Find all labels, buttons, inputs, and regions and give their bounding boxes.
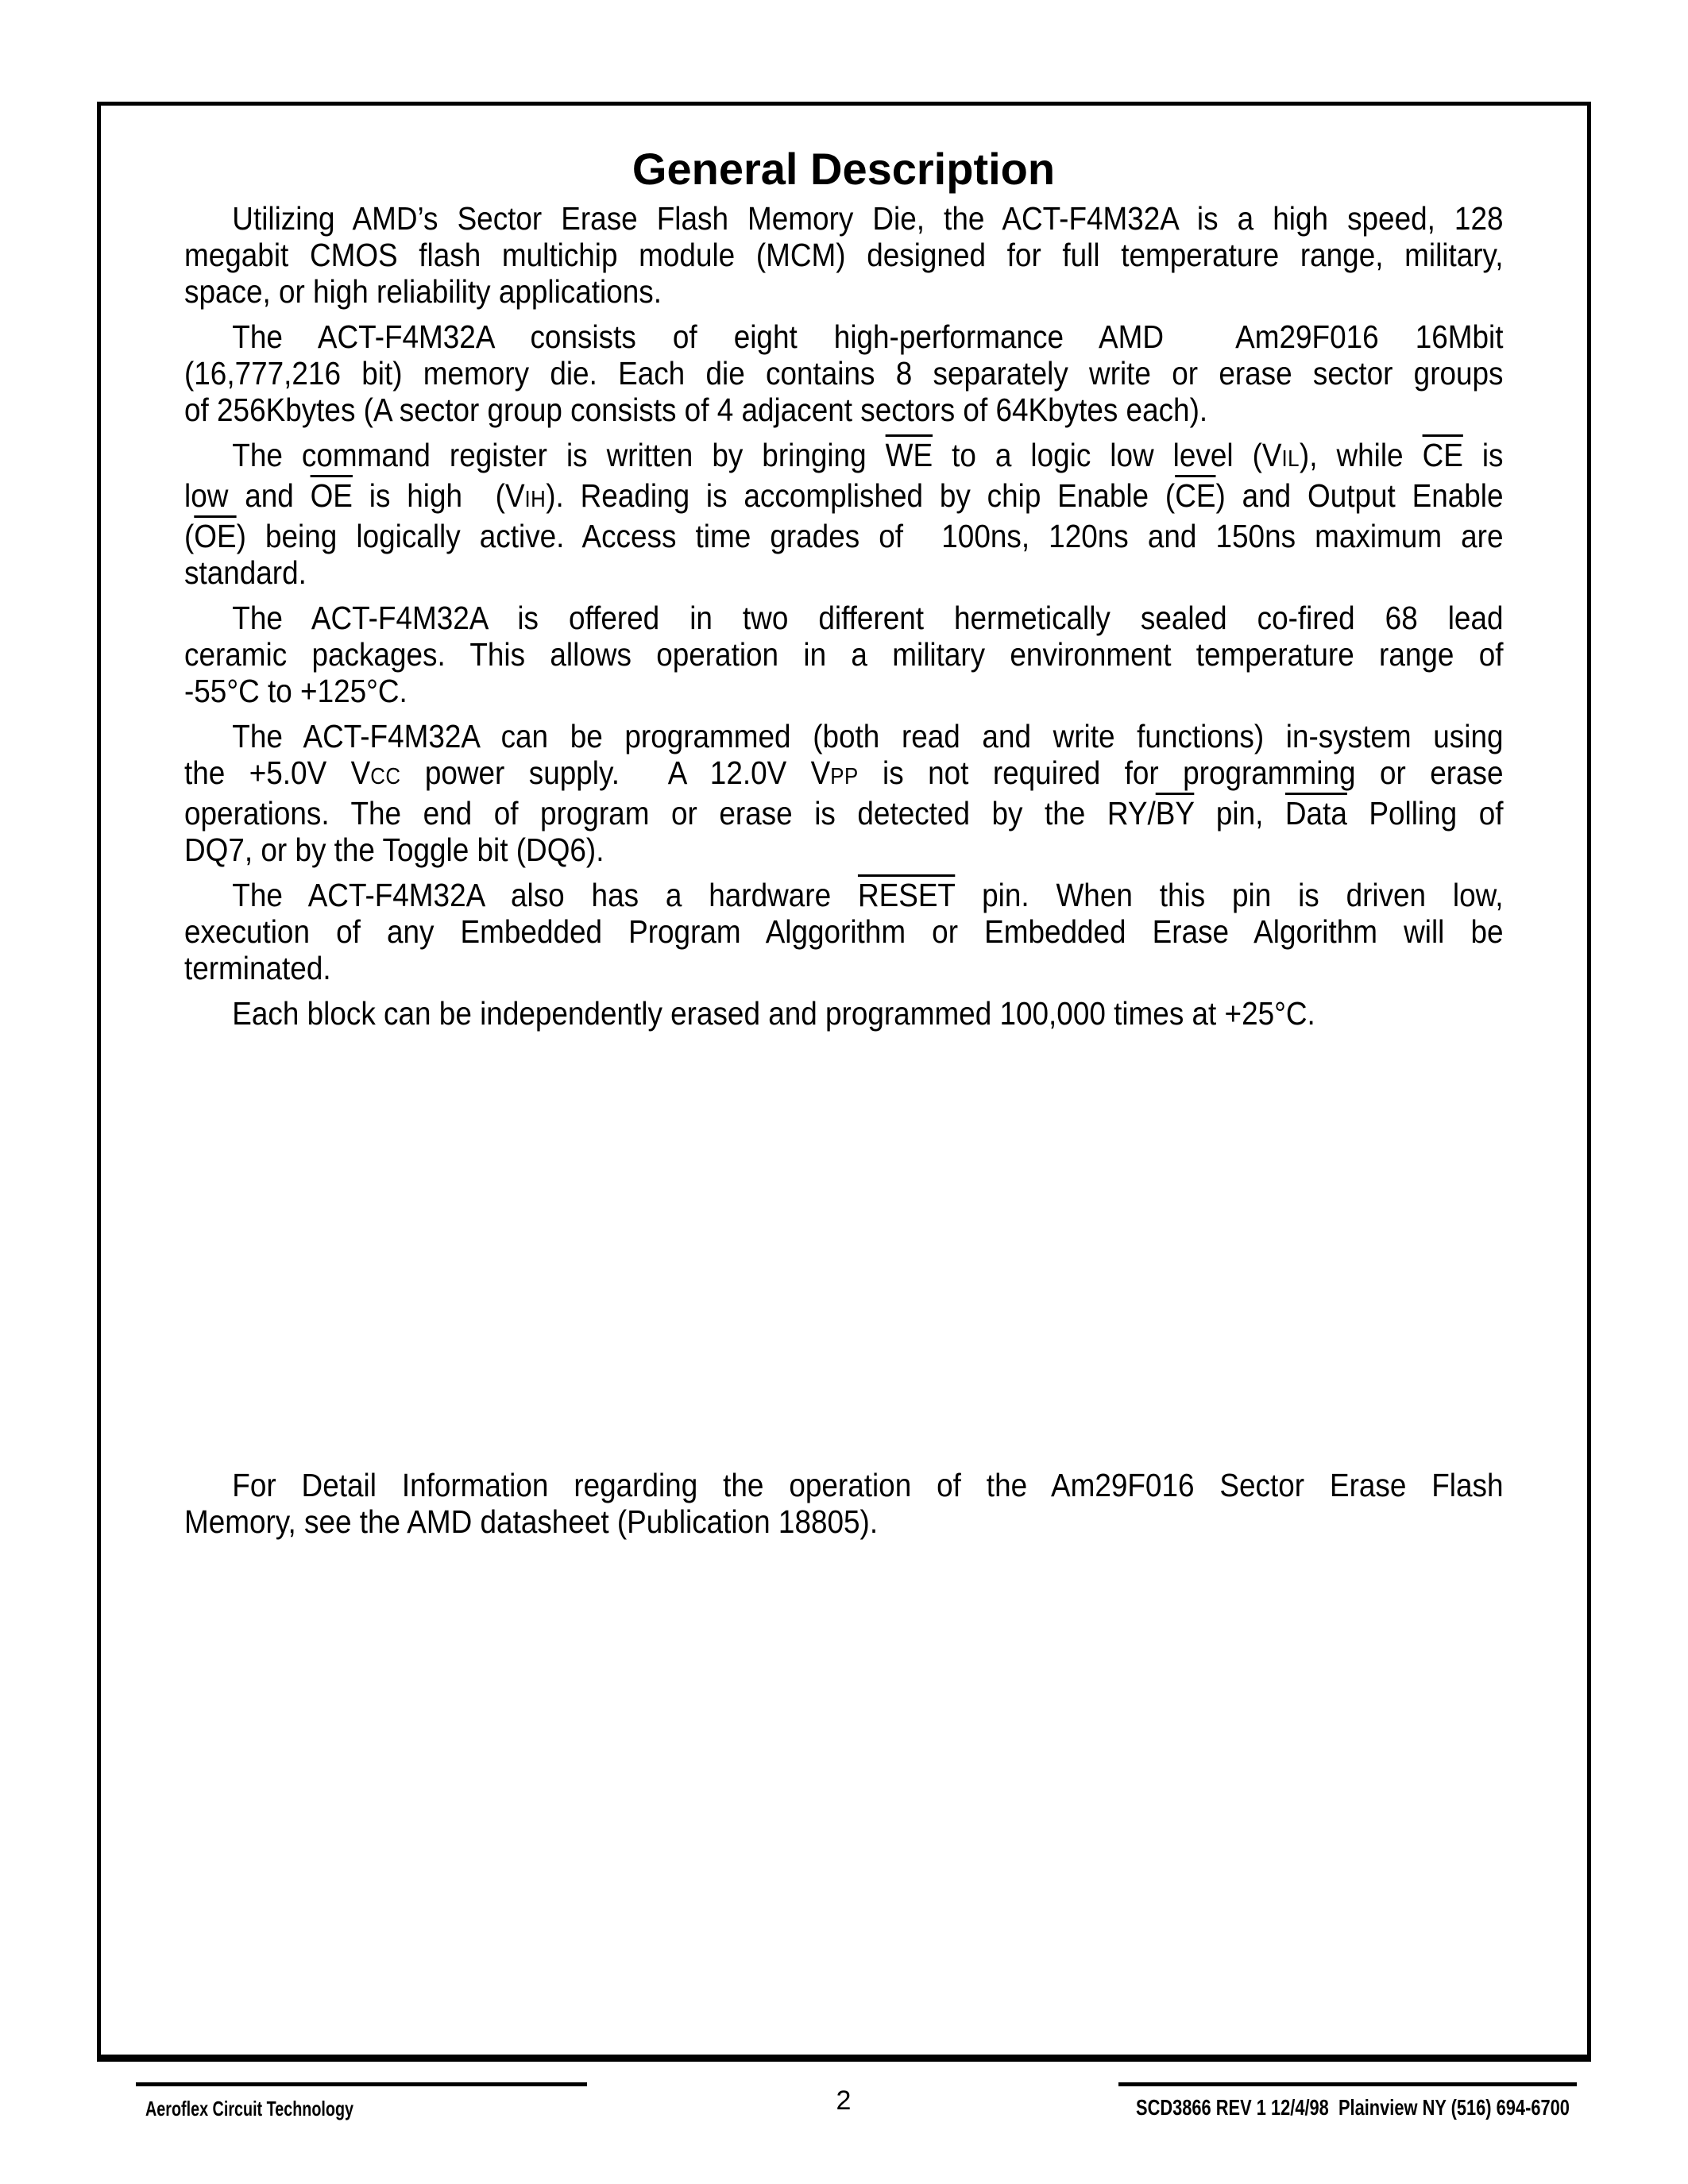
- text-line: [184, 437, 1504, 477]
- text-segment: of 256Kbytes (A sector group consists of 4 adjacent sectors of 64Kbytes each).: [184, 392, 1208, 428]
- text-segment: execution of any Embedded Program Alggorithm or Embedded Erase Algorithm will be: [184, 913, 1504, 950]
- text-line: [184, 318, 1504, 355]
- body-paragraph-3: [184, 437, 1504, 591]
- text-segment: ). Reading is accomplished by chip Enable (: [546, 477, 1176, 514]
- text-segment: to a logic low level (V: [933, 437, 1282, 473]
- overbar-signal-name: $\overline{OE}$: [194, 518, 237, 554]
- text-line: [184, 795, 1504, 832]
- text-line: [184, 392, 1504, 428]
- body-paragraph-2: [184, 318, 1504, 428]
- text-segment: ceramic packages. This allows operation in a military environment temperature range of: [184, 636, 1504, 673]
- overbar-signal-name: $\overline{OE}$: [310, 477, 353, 514]
- text-segment: Each block can be independently erased and programmed 100,000 times at +25°C.: [232, 995, 1315, 1032]
- text-segment: The ACT-F4M32A can be programmed (both read and write functions) in-system using: [232, 718, 1504, 754]
- text-line: [184, 754, 1504, 795]
- text-segment: is not required for programming or erase: [858, 754, 1504, 791]
- text-segment: For Detail Information regarding the operation of the Am29F016 Sector Erase Flash: [232, 1467, 1504, 1503]
- text-line: [184, 1467, 1504, 1503]
- text-segment: The ACT-F4M32A also has a hardware: [232, 877, 858, 913]
- overbar-signal-name: RESET: [857, 877, 956, 913]
- footer-left-rule: [136, 2082, 587, 2086]
- text-line: [184, 477, 1504, 518]
- overbar-signal-name: $\overline{WE}$: [885, 437, 933, 473]
- text-line: [184, 673, 1504, 709]
- text-segment: The command register is written by bringing: [232, 437, 886, 473]
- footer-company: Aeroflex Circuit Technology: [145, 2097, 354, 2120]
- body-paragraph-5: [184, 718, 1504, 868]
- text-segment: space, or high reliability applications.: [184, 273, 662, 310]
- text-segment: pin,: [1194, 795, 1285, 832]
- text-line: [184, 718, 1504, 754]
- text-line: [184, 518, 1504, 554]
- overbar-signal-name: $\overline{CE}$: [1422, 437, 1463, 473]
- text-line: [184, 995, 1504, 1032]
- overbar-signal-name: $\overline{CE}$: [1175, 477, 1216, 514]
- text-line: [184, 950, 1504, 986]
- text-line: [184, 554, 1504, 591]
- text-segment: ), while: [1299, 437, 1423, 473]
- body-paragraph-4: [184, 600, 1504, 709]
- text-line: [184, 600, 1504, 636]
- text-segment: power supply. A 12.0V V: [400, 754, 831, 791]
- overbar-signal-name: Data: [1284, 795, 1347, 832]
- text-line: [184, 237, 1504, 273]
- text-line: [184, 832, 1504, 868]
- body-paragraph-1: [184, 200, 1504, 310]
- text-segment: Polling of: [1346, 795, 1504, 832]
- text-segment: megabit CMOS flash multichip module (MCM) designed for full temperature range, military,: [184, 237, 1504, 273]
- text-segment: ) and Output Enable: [1215, 477, 1504, 514]
- text-segment: the +5.0V V: [184, 754, 371, 791]
- text-segment: ) being logically active. Access time grades of 100ns, 120ns and 150ns maximum are: [236, 518, 1504, 554]
- text-segment: operations. The end of program or erase is detected by the RY/: [184, 795, 1156, 832]
- text-segment: -55°C to +125°C.: [184, 673, 408, 709]
- body-paragraph-8: [184, 1467, 1504, 1540]
- body-text: [184, 200, 1504, 1549]
- page-title: General Description: [632, 144, 1056, 194]
- text-line: [184, 913, 1504, 950]
- text-segment: The ACT-F4M32A consists of eight high-performance AMD Am29F016 16Mbit: [232, 318, 1504, 355]
- overbar-signal-name: $\overline{BY}$: [1155, 795, 1195, 832]
- text-segment: standard.: [184, 554, 307, 591]
- text-segment: (: [184, 518, 195, 554]
- text-line: [184, 636, 1504, 673]
- text-line: [184, 355, 1504, 392]
- subscript-text: PP: [830, 764, 859, 789]
- text-segment: terminated.: [184, 950, 331, 986]
- text-segment: Utilizing AMD’s Sector Erase Flash Memory Die, the ACT-F4M32A is a high speed, 128: [232, 200, 1504, 237]
- subscript-text: IL: [1281, 446, 1300, 472]
- text-segment: The ACT-F4M32A is offered in two different hermetically sealed co-fired 68 lead: [232, 600, 1504, 636]
- text-line: [184, 200, 1504, 237]
- footer-page-number: 2: [836, 2086, 852, 2116]
- text-segment: DQ7, or by the Toggle bit (DQ6).: [184, 832, 605, 868]
- text-line: [184, 1503, 1504, 1540]
- text-segment: pin. When this pin is driven low,: [955, 877, 1504, 913]
- footer-right-rule: [1118, 2082, 1577, 2086]
- subscript-text: CC: [370, 764, 401, 789]
- text-line: [184, 877, 1504, 913]
- text-line: [184, 273, 1504, 310]
- footer-doc-info: SCD3866 REV 1 12/4/98 Plainview NY (516) 694-6700: [1136, 2095, 1570, 2120]
- body-paragraph-6: [184, 877, 1504, 986]
- text-segment: low and: [184, 477, 311, 514]
- text-segment: is high (V: [352, 477, 525, 514]
- text-segment: Memory, see the AMD datasheet (Publication 18805).: [184, 1503, 879, 1540]
- body-paragraph-7: [184, 995, 1504, 1032]
- text-segment: (16,777,216 bit) memory die. Each die contains 8 separately write or erase sector groups: [184, 355, 1504, 392]
- text-segment: is: [1462, 437, 1504, 473]
- subscript-text: IH: [524, 487, 547, 512]
